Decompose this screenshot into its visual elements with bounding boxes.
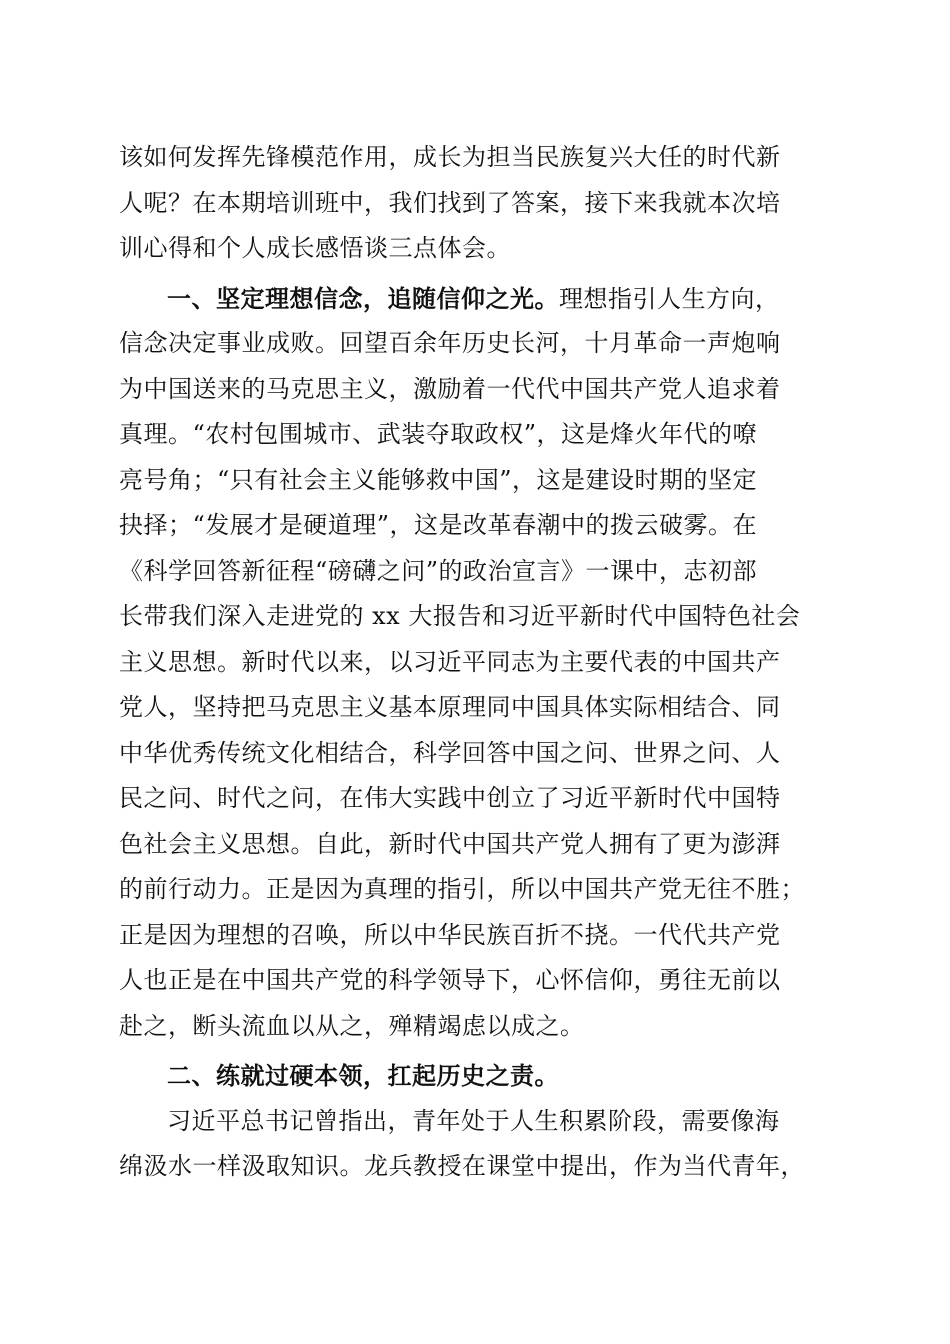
section-heading-one: 一、坚定理想信念，追随信仰之光。	[167, 283, 559, 313]
text-segment: 理想指引人生方向，	[559, 284, 780, 313]
text-line: 为中国送来的马克思主义，激励着一代代中国共产党人追求着	[119, 374, 781, 403]
text-line: 亮号角；“只有社会主义能够救中国”，这是建设时期的坚定	[119, 465, 758, 494]
text-line: 长带我们深入走进党的 xx 大报告和习近平新时代中国特色社会	[119, 602, 801, 630]
text-line: 该如何发挥先锋模范作用，成长为担当民族复兴大任的时代新	[119, 143, 781, 171]
document-body	[119, 135, 831, 1190]
text-line: 的前行动力。正是因为真理的指引，所以中国共产党无往不胜；	[119, 875, 805, 903]
text-line: 人呢？在本期培训班中，我们找到了答案，接下来我就本次培	[119, 188, 781, 217]
section-heading-two: 二、练就过硬本领，扛起历史之责。	[167, 1061, 559, 1090]
text-line: 信念决定事业成败。回望百余年历史长河，十月革命一声炮响	[119, 329, 781, 357]
text-line: 绵汲水一样汲取知识。龙兵教授在课堂中提出，作为当代青年，	[119, 1152, 805, 1180]
text-line: 中华优秀传统文化相结合，科学回答中国之问、世界之问、人	[119, 738, 781, 767]
text-line: 色社会主义思想。自此，新时代中国共产党人拥有了更为澎湃	[119, 829, 781, 858]
text-line: 民之问、时代之问，在伟大实践中创立了习近平新时代中国特	[119, 784, 781, 812]
text-line: 抉择；“发展才是硬道理”，这是改革春潮中的拨云破雾。在	[119, 511, 758, 539]
text-line: 党人，坚持把马克思主义基本原理同中国具体实际相结合、同	[119, 693, 781, 721]
text-line: 习近平总书记曾指出，青年处于人生积累阶段，需要像海	[167, 1106, 780, 1135]
text-line: 《科学回答新征程“磅礴之问”的政治宣言》一课中，志初部	[119, 556, 758, 585]
text-line: 人也正是在中国共产党的科学领导下，心怀信仰，勇往无前以	[119, 966, 781, 994]
text-line: 主义思想。新时代以来，以习近平同志为主要代表的中国共产	[119, 647, 781, 676]
text-line: 训心得和个人成长感悟谈三点体会。	[119, 234, 511, 262]
text-line: 正是因为理想的召唤，所以中华民族百折不挠。一代代共产党	[119, 920, 781, 949]
section-one-first-line	[119, 276, 831, 322]
text-line: 真理。“农村包围城市、武装夺取政权”，这是烽火年代的嘹	[119, 420, 758, 448]
text-line: 赴之，断头流血以从之，殚精竭虑以成之。	[119, 1011, 585, 1040]
